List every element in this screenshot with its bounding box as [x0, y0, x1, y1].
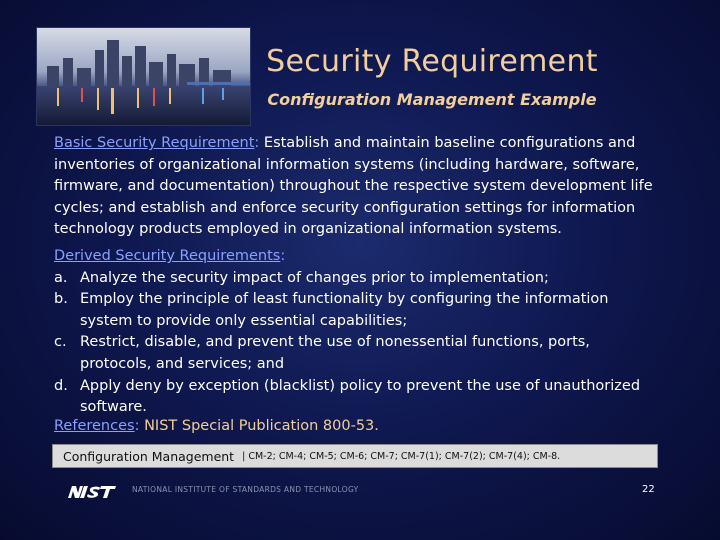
basic-requirement-heading[interactable]: Basic Security Requirement — [54, 135, 255, 151]
derived-item-text: Employ the principle of least functionality by configuring the information system to provide only essential capabilities; — [80, 291, 609, 329]
control-family-label: Configuration Management — [63, 448, 235, 464]
derived-item-text: Apply deny by exception (blacklist) policy to prevent the use of unauthorized software. — [80, 377, 641, 416]
derived-requirements-heading[interactable]: Derived Security Requirements — [54, 248, 281, 264]
derived-item-b — [54, 289, 664, 332]
derived-item-text: Analyze the security impact of changes prior to implementation; — [80, 269, 549, 286]
nist-logo — [66, 484, 118, 498]
references-heading[interactable]: References — [54, 418, 135, 434]
references-line — [54, 418, 379, 434]
derived-item-d — [54, 376, 664, 419]
derived-item-marker: c. — [54, 334, 67, 351]
derived-heading-colon: : — [280, 248, 286, 264]
derived-item-marker: b. — [54, 291, 68, 308]
references-value: NIST Special Publication 800-53. — [144, 418, 379, 434]
control-family-bar — [52, 444, 658, 468]
slide-title: Security Requirement — [266, 44, 598, 79]
derived-item-c — [54, 332, 664, 375]
derived-item-marker: d. — [54, 377, 68, 394]
basic-requirement-paragraph — [54, 133, 664, 241]
derived-item-marker: a. — [54, 269, 68, 286]
control-list: | CM-2; CM-4; CM-5; CM-6; CM-7; CM-7(1); CM-7(2); CM-7(4); CM-8. — [242, 450, 561, 462]
slide-subtitle: Configuration Management Example — [267, 90, 597, 109]
derived-item-a — [54, 268, 664, 290]
basic-requirement-text: Establish and maintain baseline configurations and inventories of organizational information systems (including hardware, software, firmware, and documentation) throughout the respective system development life cycles; and establish and enforce security configuration settings for information technology products employed in organizational information systems. — [54, 135, 653, 238]
derived-item-text: Restrict, disable, and prevent the use of nonessential functions, ports, protocols, and services; and — [80, 334, 590, 372]
footer-organization: NATIONAL INSTITUTE OF STANDARDS AND TECHNOLOGY — [132, 485, 359, 494]
city-skyline-image — [36, 27, 251, 126]
page-number: 22 — [642, 484, 655, 495]
references-colon: : — [134, 418, 140, 434]
derived-requirements-section — [54, 246, 664, 419]
basic-heading-colon: : — [254, 135, 260, 151]
derived-heading-line — [54, 246, 664, 268]
